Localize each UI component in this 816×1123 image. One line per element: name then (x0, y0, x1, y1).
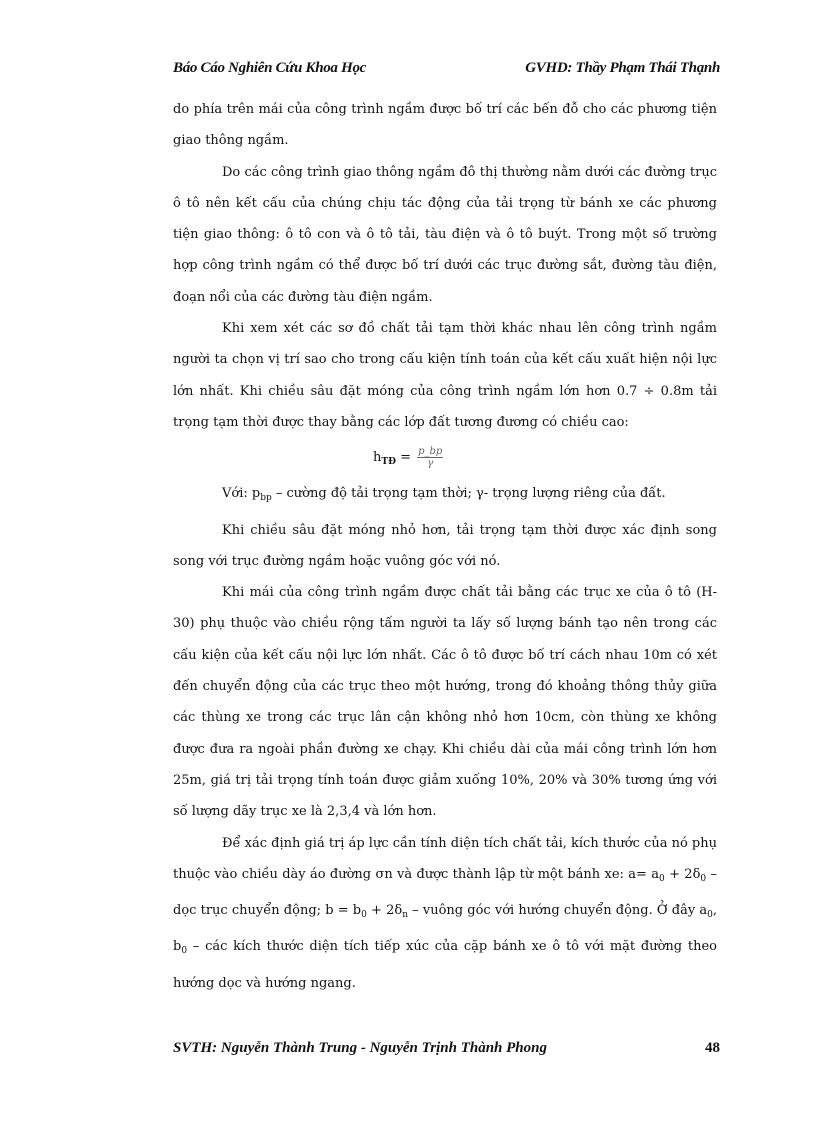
p7-s4: 0 (707, 910, 713, 921)
formula-equals: = (395, 450, 416, 466)
formula-lhs-sub: TĐ (381, 457, 396, 468)
p7-f: , b (173, 903, 717, 955)
p7-e: – vuông góc với hướng chuyển động. Ở đây a (408, 903, 708, 919)
footer-authors: SVTH: Nguyễn Thành Trung - Nguyễn Trịnh Thành Phong (173, 1040, 547, 1056)
p4-sub: bp (260, 493, 272, 504)
formula-numerator: p_bp (418, 446, 443, 458)
p4-mid: – cường độ tải trọng tạm thời; γ- trọng lượng riêng của đất. (271, 486, 666, 502)
paragraph-6: Khi mái của công trình ngầm được chất tải bằng các trục xe của ô tô (H-30) phụ thuộc vào chiều rộng tấm người ta lấy số lượng bánh tạo nên trong các cấu kiện của kết cấu nội lực lớn nhất. Các ô tô được bố trí cách nhau 10m có xét đến chuyển động của các trục theo một hướng, trong đó khoảng thông thủy giữa các thùng xe trong các trục lân cận không nhỏ hơn 10cm, còn thùng xe không được đưa ra ngoài phần đường xe chạy. Khi chiều dài của mái công trình lớn hơn 25m, giá trị tải trọng tính toán được giảm xuống 10%, 20% và 30% tương ứng với số lượng dãy trục xe là 2,3,4 và lớn hơn. (173, 585, 717, 820)
equivalent-height-formula (173, 438, 717, 478)
paragraph-1: do phía trên mái của công trình ngầm được bố trí các bến đỗ cho các phương tiện giao thông ngầm. (173, 102, 717, 149)
paragraph-4 (173, 478, 717, 514)
header-advisor: GVHD: Thầy Phạm Thái Thạnh (525, 60, 720, 76)
p7-s3: n (402, 910, 408, 921)
paragraph-3: Khi xem xét các sơ đồ chất tải tạm thời khác nhau lên công trình ngầm người ta chọn vị trí sao cho trong cấu kiện tính toán của kết cấu xuất hiện nội lực lớn nhất. Khi chiều sâu đặt móng của công trình ngầm lớn hơn 0.7 ÷ 0.8m tải trọng tạm thời được thay bằng các lớp đất tương đương có chiều cao: (173, 321, 717, 430)
document-body (173, 94, 717, 999)
p7-d: + 2δ (366, 903, 403, 919)
p7-s2: 0 (361, 910, 367, 921)
header-report-title: Báo Cáo Nghiên Cứu Khoa Học (173, 60, 367, 76)
page-number: 48 (705, 1040, 720, 1056)
paragraph-2: Do các công trình giao thông ngầm đô thị thường nằm dưới các đường trục ô tô nên kết cấu của chúng chịu tác động của tải trọng từ bánh xe các phương tiện giao thông: ô tô con và ô tô tải, tàu điện và ô tô buýt. Trong một số trường hợp công trình ngầm có thể được bố trí dưới các trục đường sắt, đường tàu điện, đoạn nổi của các đường tàu điện ngầm. (173, 164, 717, 305)
p7-s0: 0 (658, 873, 665, 884)
formula-denominator: γ (427, 458, 434, 470)
p7-a: Để xác định giá trị áp lực cần tính diện tích chất tải, kích thước của nó phụ thuộc vào chiều dày áo đường σn và được thành lập từ một bánh xe: a= a (173, 835, 717, 882)
p7-s5: 0 (181, 946, 188, 957)
paragraph-7 (173, 828, 717, 999)
p7-c: – dọc trục chuyển động; b = b (173, 866, 717, 919)
page-header (173, 60, 720, 77)
p4-prefix: Với: p (222, 486, 261, 502)
formula-fraction (417, 446, 443, 469)
formula-lhs: h (373, 450, 382, 466)
page-footer (173, 1040, 720, 1057)
p7-b: + 2δ (664, 866, 701, 882)
p7-g: – các kích thước diện tích tiếp xúc của cặp bánh xe ô tô với mặt đường theo hướng dọc và hướng ngang. (173, 939, 717, 991)
p7-s1: 0 (700, 873, 707, 884)
paragraph-5: Khi chiều sâu đặt móng nhỏ hơn, tải trọng tạm thời được xác định song song với trục đường ngầm hoặc vuông góc với nó. (173, 522, 717, 569)
